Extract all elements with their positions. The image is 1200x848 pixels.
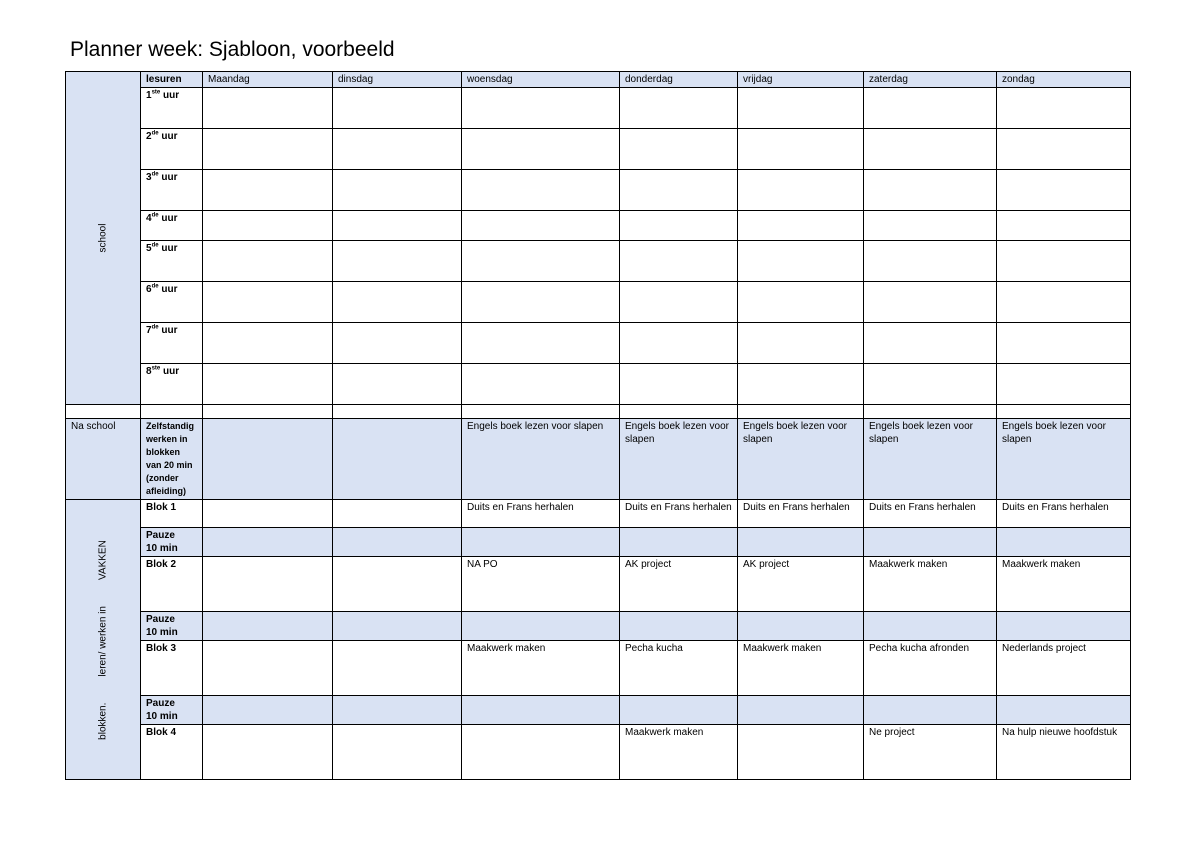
blok-cell[interactable] xyxy=(333,500,462,528)
schedule-cell[interactable] xyxy=(620,241,738,282)
pauze-cell[interactable] xyxy=(333,612,462,641)
hour-row xyxy=(66,241,1131,282)
schedule-cell[interactable] xyxy=(462,88,620,129)
blok-label: Blok 2 xyxy=(141,557,203,612)
na-school-side-label: Na school xyxy=(66,419,141,500)
blok-row xyxy=(66,500,1131,528)
hour-unit: uur xyxy=(158,325,178,336)
hour-label xyxy=(141,129,203,170)
hour-row xyxy=(66,211,1131,241)
blok-cell[interactable]: Duits en Frans herhalen xyxy=(462,500,620,528)
blok-cell[interactable]: Duits en Frans herhalen xyxy=(620,500,738,528)
blok-cell[interactable]: Duits en Frans herhalen xyxy=(864,500,997,528)
hour-unit: uur xyxy=(158,172,178,183)
zelfstandig-label: Zelfstandig werken in blokken van 20 min (zonder afleiding) xyxy=(141,419,203,500)
hour-suffix: de xyxy=(151,171,159,178)
day-header-woensdag: woensdag xyxy=(462,72,620,88)
schedule-cell[interactable] xyxy=(203,364,333,405)
hour-unit: uur xyxy=(158,213,178,224)
na-school-cell[interactable]: Engels boek lezen voor slapen xyxy=(738,419,864,500)
vakken-label-text xyxy=(97,540,110,740)
blok-cell[interactable]: Maakwerk maken xyxy=(462,641,620,696)
vakken-label-part: VAKKEN xyxy=(97,539,109,580)
hour-number: 1 xyxy=(146,90,152,101)
schedule-cell[interactable] xyxy=(997,88,1131,129)
schedule-cell[interactable] xyxy=(738,170,864,211)
hour-row xyxy=(66,323,1131,364)
spacer-cell xyxy=(462,405,620,419)
schedule-cell[interactable] xyxy=(333,211,462,241)
schedule-cell[interactable] xyxy=(620,129,738,170)
hour-number: 3 xyxy=(146,172,152,183)
schedule-cell[interactable] xyxy=(462,282,620,323)
schedule-cell[interactable] xyxy=(462,364,620,405)
schedule-cell[interactable] xyxy=(462,211,620,241)
blok-cell[interactable]: Ne project xyxy=(864,725,997,780)
hour-unit: uur xyxy=(158,131,178,142)
schedule-cell[interactable] xyxy=(333,170,462,211)
pauze-cell[interactable] xyxy=(997,696,1131,725)
spacer-cell xyxy=(203,405,333,419)
schedule-cell[interactable] xyxy=(620,282,738,323)
schedule-cell[interactable] xyxy=(333,282,462,323)
page-title: Planner week: Sjabloon, voorbeeld xyxy=(70,38,395,61)
blok-cell[interactable]: AK project xyxy=(738,557,864,612)
pauze-cell[interactable] xyxy=(997,612,1131,641)
blok-cell[interactable]: Maakwerk maken xyxy=(738,641,864,696)
hour-suffix: de xyxy=(151,130,159,137)
schedule-cell[interactable] xyxy=(203,211,333,241)
spacer-row xyxy=(66,405,1131,419)
blok-label: Blok 3 xyxy=(141,641,203,696)
pauze-cell[interactable] xyxy=(462,696,620,725)
pauze-row xyxy=(66,612,1131,641)
na-school-cell[interactable]: Engels boek lezen voor slapen xyxy=(997,419,1131,500)
day-header-vrijdag: vrijdag xyxy=(738,72,864,88)
pauze-cell[interactable] xyxy=(997,528,1131,557)
spacer-cell xyxy=(620,405,738,419)
blok-label: Blok 4 xyxy=(141,725,203,780)
schedule-cell[interactable] xyxy=(864,364,997,405)
blok-label: Blok 1 xyxy=(141,500,203,528)
schedule-cell[interactable] xyxy=(864,170,997,211)
day-header-dinsdag: dinsdag xyxy=(333,72,462,88)
schedule-cell[interactable] xyxy=(203,241,333,282)
schedule-cell[interactable] xyxy=(738,364,864,405)
schedule-cell[interactable] xyxy=(203,170,333,211)
lesuren-header: lesuren xyxy=(141,72,203,88)
hour-label xyxy=(141,364,203,405)
pauze-cell[interactable] xyxy=(864,696,997,725)
pauze-cell[interactable] xyxy=(203,528,333,557)
schedule-cell[interactable] xyxy=(333,88,462,129)
vakken-label-part: blokken. xyxy=(97,702,109,740)
day-header-zaterdag: zaterdag xyxy=(864,72,997,88)
hour-label xyxy=(141,88,203,129)
pauze-label: Pauze 10 min xyxy=(141,612,203,641)
schedule-cell[interactable] xyxy=(620,170,738,211)
hour-number: 5 xyxy=(146,243,152,254)
blok-cell[interactable]: NA PO xyxy=(462,557,620,612)
schedule-cell[interactable] xyxy=(864,88,997,129)
schedule-cell[interactable] xyxy=(997,282,1131,323)
schedule-cell[interactable] xyxy=(462,170,620,211)
schedule-cell[interactable] xyxy=(864,129,997,170)
na-school-cell[interactable] xyxy=(333,419,462,500)
hour-suffix: de xyxy=(151,242,159,249)
blok-cell[interactable]: Duits en Frans herhalen xyxy=(738,500,864,528)
spacer-cell xyxy=(864,405,997,419)
schedule-cell[interactable] xyxy=(203,88,333,129)
hour-row xyxy=(66,129,1131,170)
pauze-cell[interactable] xyxy=(620,612,738,641)
schedule-cell[interactable] xyxy=(997,323,1131,364)
schedule-cell[interactable] xyxy=(333,323,462,364)
schedule-cell[interactable] xyxy=(997,170,1131,211)
blok-cell[interactable] xyxy=(333,725,462,780)
blok-cell[interactable] xyxy=(333,641,462,696)
blok-cell[interactable]: AK project xyxy=(620,557,738,612)
schedule-cell[interactable] xyxy=(864,323,997,364)
blok-cell[interactable]: Duits en Frans herhalen xyxy=(997,500,1131,528)
pauze-cell[interactable] xyxy=(864,528,997,557)
schedule-cell[interactable] xyxy=(738,282,864,323)
pauze-label: Pauze 10 min xyxy=(141,696,203,725)
blok-cell[interactable] xyxy=(462,725,620,780)
spacer-cell xyxy=(738,405,864,419)
hour-label xyxy=(141,211,203,241)
blok-cell[interactable]: Maakwerk maken xyxy=(997,557,1131,612)
pauze-label: Pauze 10 min xyxy=(141,528,203,557)
hour-unit: uur xyxy=(160,90,180,101)
blok-cell[interactable] xyxy=(203,500,333,528)
hour-number: 2 xyxy=(146,131,152,142)
blok-cell[interactable] xyxy=(738,725,864,780)
hour-unit: uur xyxy=(160,366,180,377)
schedule-cell[interactable] xyxy=(620,211,738,241)
schedule-cell[interactable] xyxy=(864,282,997,323)
hour-suffix: de xyxy=(151,283,159,290)
schedule-cell[interactable] xyxy=(620,88,738,129)
blok-cell[interactable]: Na hulp nieuwe hoofdstuk xyxy=(997,725,1131,780)
hour-unit: uur xyxy=(158,284,178,295)
hour-row xyxy=(66,282,1131,323)
schedule-cell[interactable] xyxy=(738,88,864,129)
schedule-cell[interactable] xyxy=(333,129,462,170)
pauze-cell[interactable] xyxy=(333,528,462,557)
schedule-cell[interactable] xyxy=(997,241,1131,282)
hour-row xyxy=(66,170,1131,211)
pauze-cell[interactable] xyxy=(333,696,462,725)
spacer-cell xyxy=(997,405,1131,419)
schedule-cell[interactable] xyxy=(333,364,462,405)
hour-number: 7 xyxy=(146,325,152,336)
hour-row xyxy=(66,88,1131,129)
pauze-row xyxy=(66,696,1131,725)
blok-cell[interactable]: Pecha kucha xyxy=(620,641,738,696)
schedule-cell[interactable] xyxy=(864,241,997,282)
schedule-cell[interactable] xyxy=(462,241,620,282)
header-row xyxy=(66,72,1131,88)
pauze-cell[interactable] xyxy=(864,612,997,641)
schedule-cell[interactable] xyxy=(997,211,1131,241)
blok-cell[interactable]: Maakwerk maken xyxy=(620,725,738,780)
schedule-cell[interactable] xyxy=(462,323,620,364)
hour-label xyxy=(141,323,203,364)
hour-label xyxy=(141,282,203,323)
pauze-cell[interactable] xyxy=(620,528,738,557)
schedule-cell[interactable] xyxy=(738,323,864,364)
school-label-text: school xyxy=(97,223,109,253)
schedule-cell[interactable] xyxy=(203,282,333,323)
blok-row xyxy=(66,557,1131,612)
schedule-cell[interactable] xyxy=(864,211,997,241)
blok-cell[interactable]: Nederlands project xyxy=(997,641,1131,696)
na-school-cell[interactable]: Engels boek lezen voor slapen xyxy=(864,419,997,500)
blok-cell[interactable] xyxy=(203,557,333,612)
na-school-cell[interactable]: Engels boek lezen voor slapen xyxy=(462,419,620,500)
blok-row xyxy=(66,641,1131,696)
hour-number: 8 xyxy=(146,366,152,377)
hour-suffix: de xyxy=(151,212,159,219)
vakken-side-label xyxy=(66,500,141,780)
hour-suffix: de xyxy=(151,324,159,331)
pauze-cell[interactable] xyxy=(620,696,738,725)
pauze-row xyxy=(66,528,1131,557)
blok-cell[interactable] xyxy=(203,641,333,696)
schedule-cell[interactable] xyxy=(620,323,738,364)
vakken-label-part: leren/ werken in xyxy=(97,605,109,677)
blok-cell[interactable] xyxy=(203,725,333,780)
planner-table xyxy=(65,71,1131,780)
na-school-row xyxy=(66,419,1131,500)
pauze-cell[interactable] xyxy=(203,696,333,725)
spacer-cell xyxy=(333,405,462,419)
blok-cell[interactable]: Pecha kucha afronden xyxy=(864,641,997,696)
schedule-cell[interactable] xyxy=(997,364,1131,405)
school-side-label xyxy=(66,72,141,405)
hour-suffix: ste xyxy=(151,89,161,96)
day-header-maandag: Maandag xyxy=(203,72,333,88)
schedule-cell[interactable] xyxy=(203,323,333,364)
schedule-cell[interactable] xyxy=(738,241,864,282)
pauze-cell[interactable] xyxy=(738,612,864,641)
schedule-cell[interactable] xyxy=(738,211,864,241)
schedule-cell[interactable] xyxy=(997,129,1131,170)
hour-unit: uur xyxy=(158,243,178,254)
hour-number: 6 xyxy=(146,284,152,295)
blok-cell[interactable]: Maakwerk maken xyxy=(864,557,997,612)
schedule-cell[interactable] xyxy=(333,241,462,282)
day-header-zondag: zondag xyxy=(997,72,1131,88)
pauze-cell[interactable] xyxy=(462,528,620,557)
schedule-cell[interactable] xyxy=(620,364,738,405)
hour-suffix: ste xyxy=(151,365,161,372)
blok-row xyxy=(66,725,1131,780)
na-school-cell[interactable] xyxy=(203,419,333,500)
schedule-cell[interactable] xyxy=(462,129,620,170)
pauze-cell[interactable] xyxy=(738,696,864,725)
spacer-cell xyxy=(66,405,141,419)
pauze-cell[interactable] xyxy=(738,528,864,557)
hour-number: 4 xyxy=(146,213,152,224)
hour-row xyxy=(66,364,1131,405)
na-school-cell[interactable]: Engels boek lezen voor slapen xyxy=(620,419,738,500)
pauze-cell[interactable] xyxy=(462,612,620,641)
hour-label xyxy=(141,170,203,211)
day-header-donderdag: donderdag xyxy=(620,72,738,88)
pauze-cell[interactable] xyxy=(203,612,333,641)
blok-cell[interactable] xyxy=(333,557,462,612)
spacer-cell xyxy=(141,405,203,419)
hour-label xyxy=(141,241,203,282)
schedule-cell[interactable] xyxy=(738,129,864,170)
schedule-cell[interactable] xyxy=(203,129,333,170)
